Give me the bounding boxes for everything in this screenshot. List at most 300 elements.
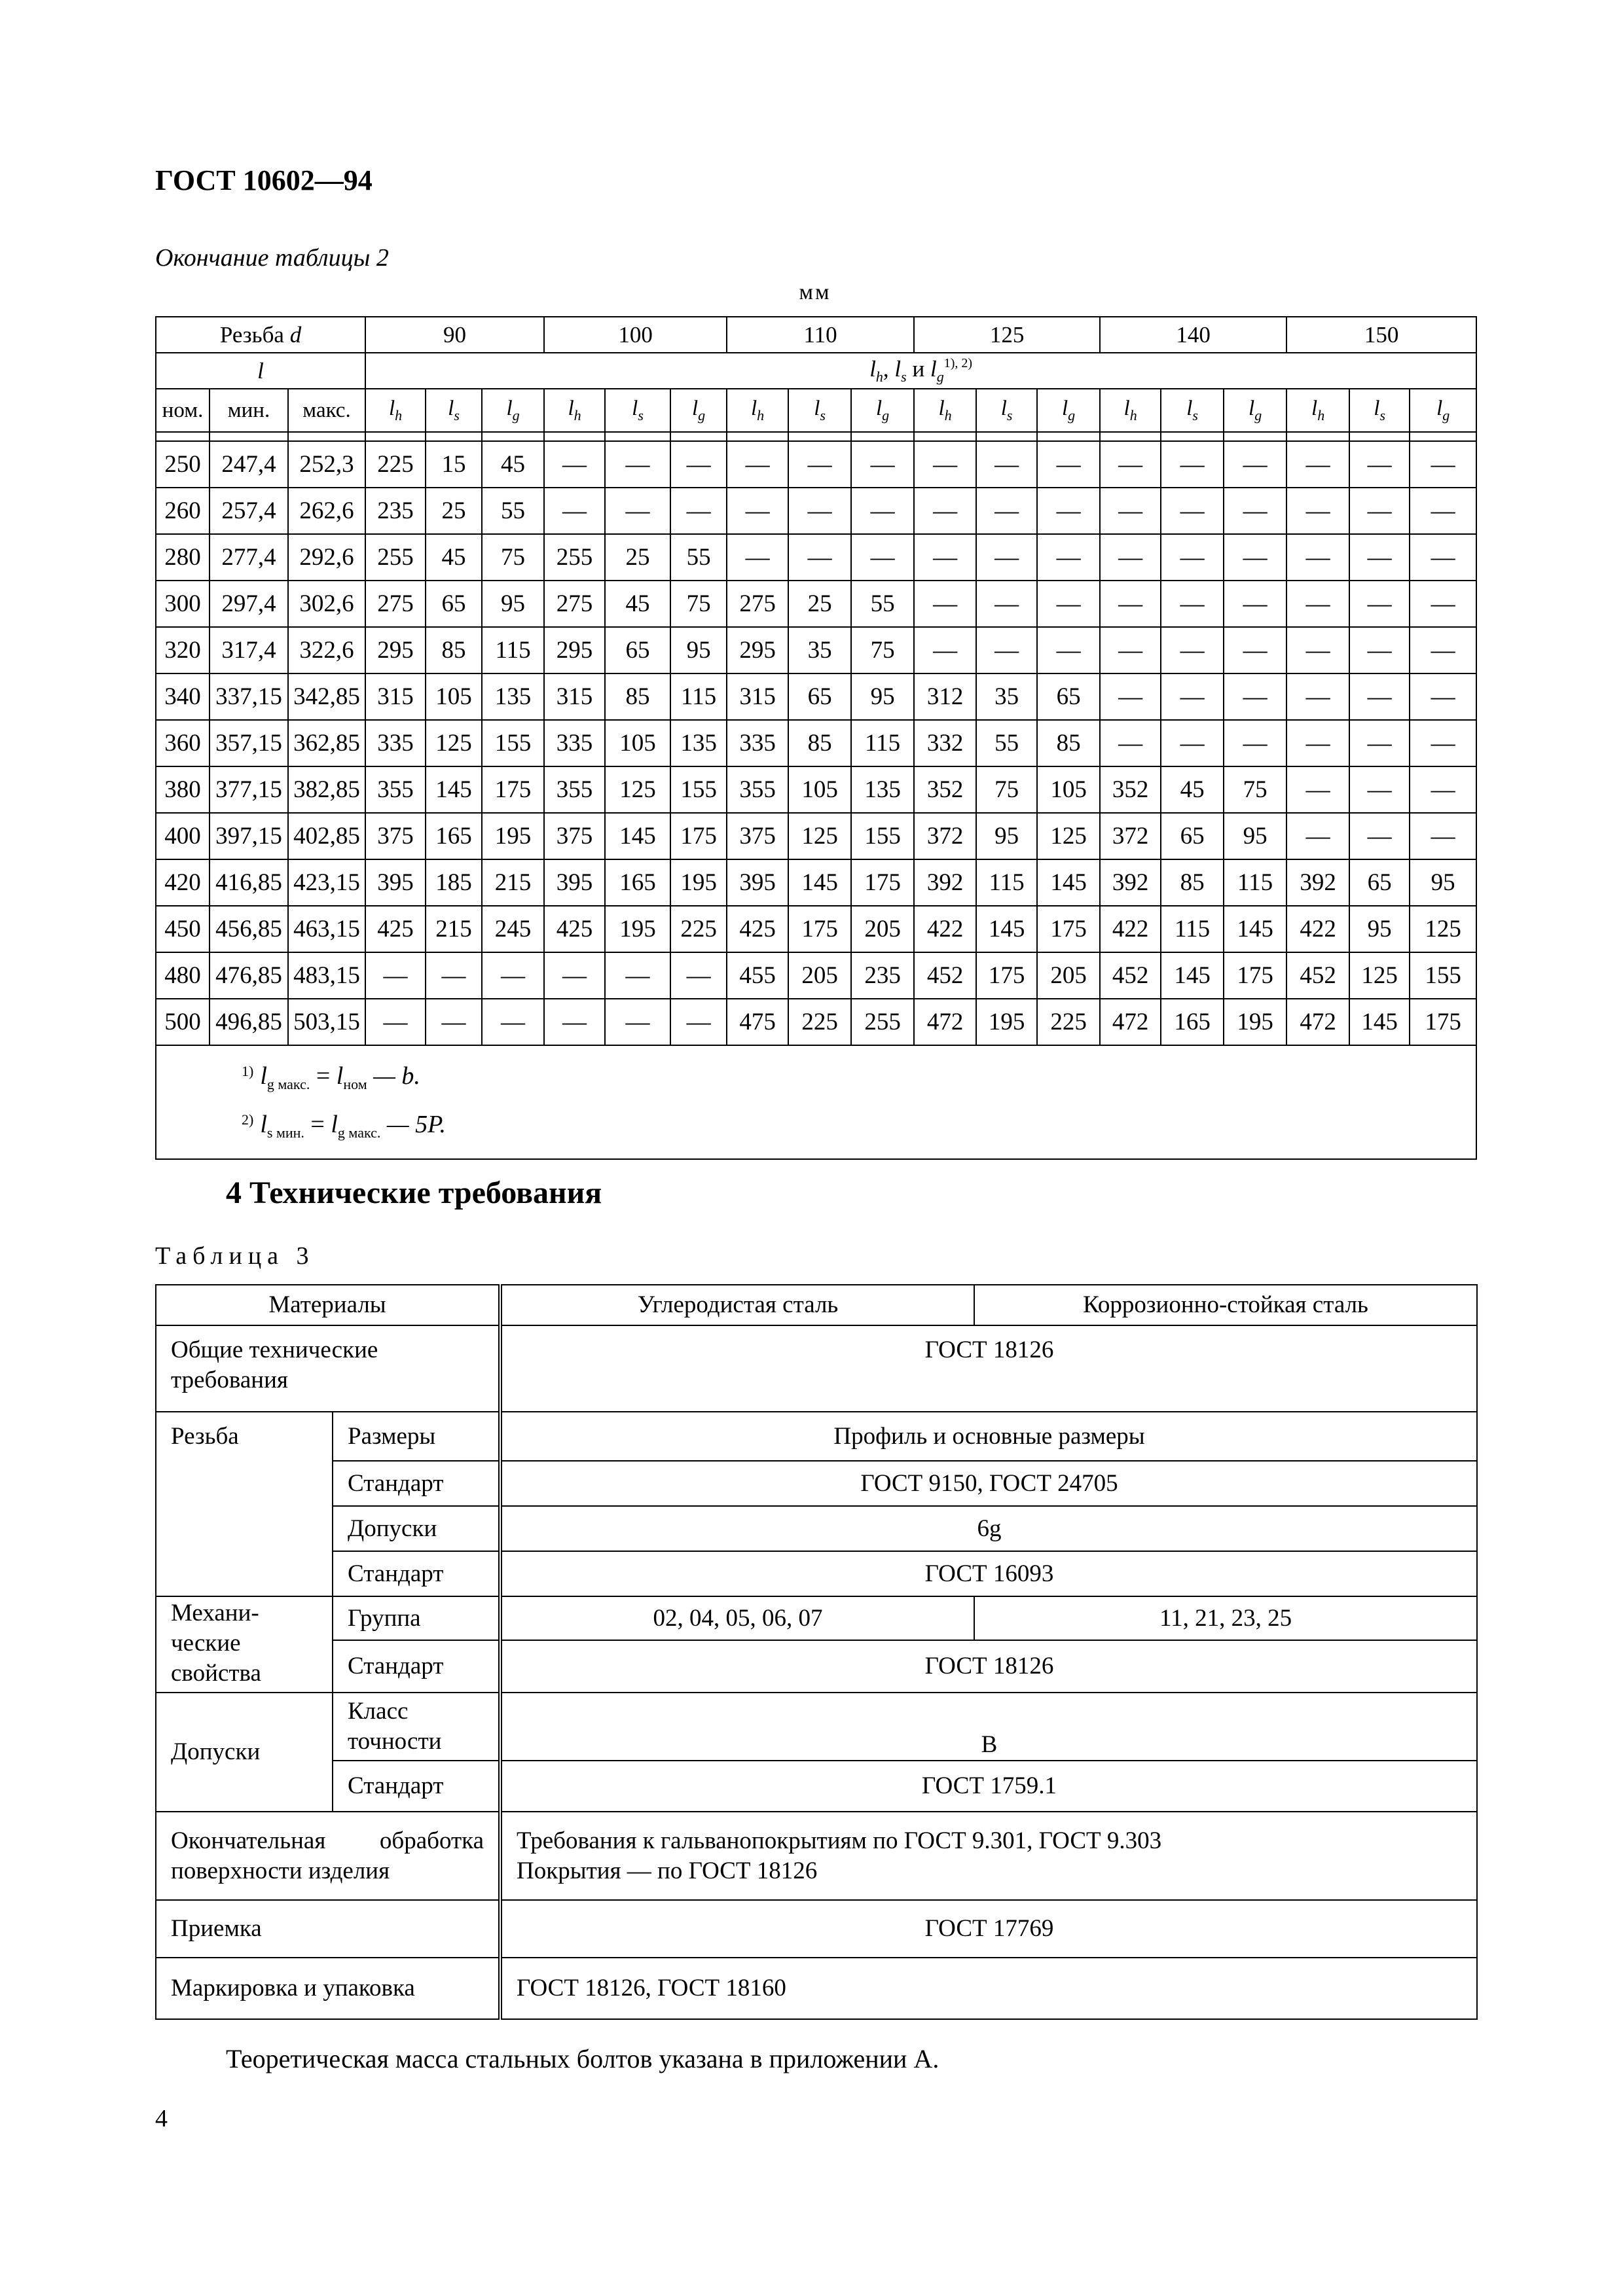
col-min: мин. <box>210 389 288 432</box>
table-cell: 503,15 <box>288 999 365 1045</box>
table-cell: 395 <box>365 859 426 906</box>
table2-body <box>156 441 1476 1045</box>
table-cell: 125 <box>1349 952 1410 999</box>
table-cell: — <box>1286 627 1349 673</box>
table-cell: 455 <box>727 952 788 999</box>
hdr-materials: Материалы <box>156 1285 500 1325</box>
tol-std-label: Стандарт <box>333 1761 500 1812</box>
spacer-cell <box>1100 432 1161 441</box>
table-cell: 425 <box>727 906 788 952</box>
hdr-carbon-steel: Углеродистая сталь <box>500 1285 974 1325</box>
table-cell: 245 <box>482 906 544 952</box>
sub-header-ls: $l_s$ <box>426 389 482 432</box>
spacer-cell <box>788 432 851 441</box>
table-cell: 105 <box>605 720 670 766</box>
table-cell: — <box>544 999 605 1045</box>
table-cell: 280 <box>156 534 210 581</box>
table-cell: 402,85 <box>288 813 365 859</box>
table-cell: 45 <box>426 534 482 581</box>
table-cell: 175 <box>670 813 727 859</box>
row-finish <box>156 1812 1477 1900</box>
table-cell: 45 <box>605 581 670 627</box>
table-row <box>156 766 1476 813</box>
table-cell: — <box>914 488 976 534</box>
table-cell: — <box>788 441 851 488</box>
table-cell: — <box>1224 673 1286 720</box>
table-cell: 145 <box>1349 999 1410 1045</box>
table-cell: — <box>1349 488 1410 534</box>
table-cell: — <box>727 441 788 488</box>
table-cell: 320 <box>156 627 210 673</box>
table-cell: 85 <box>605 673 670 720</box>
table-cell: 55 <box>482 488 544 534</box>
sub-header-lg: $l_g$ <box>1037 389 1100 432</box>
sub-header-ls: $l_s$ <box>976 389 1037 432</box>
table-cell: 55 <box>851 581 914 627</box>
table-cell: 65 <box>788 673 851 720</box>
table-cell: 355 <box>544 766 605 813</box>
table-cell: — <box>976 581 1037 627</box>
spacer-cell <box>1349 432 1410 441</box>
table-cell: 45 <box>1161 766 1224 813</box>
table-cell: — <box>1410 766 1476 813</box>
table-cell: — <box>851 488 914 534</box>
diameter-header: 125 <box>914 317 1100 353</box>
table-cell: — <box>1037 441 1100 488</box>
sub-header-lg: $l_g$ <box>1410 389 1476 432</box>
table-cell: 372 <box>1100 813 1161 859</box>
table-cell: — <box>1037 488 1100 534</box>
table-cell: 392 <box>1100 859 1161 906</box>
table-cell: 382,85 <box>288 766 365 813</box>
table-cell: 65 <box>1349 859 1410 906</box>
spacer-cell <box>482 432 544 441</box>
table-cell: — <box>365 999 426 1045</box>
sub-header-lh: $l_h$ <box>365 389 426 432</box>
table-cell: 476,85 <box>210 952 288 999</box>
tol-class-value: B <box>500 1693 1477 1761</box>
table-cell: 420 <box>156 859 210 906</box>
table-cell: 392 <box>914 859 976 906</box>
table-cell: — <box>1349 720 1410 766</box>
table-cell: — <box>1349 534 1410 581</box>
table-cell: — <box>670 999 727 1045</box>
table-cell: — <box>1410 813 1476 859</box>
diameter-header: 110 <box>727 317 914 353</box>
thread-std2-value: ГОСТ 16093 <box>500 1551 1477 1596</box>
sub-header-ls: $l_s$ <box>605 389 670 432</box>
table-cell: 215 <box>482 859 544 906</box>
sub-header-lh: $l_h$ <box>914 389 976 432</box>
sub-header-lh: $l_h$ <box>1100 389 1161 432</box>
table-cell: 175 <box>851 859 914 906</box>
sub-header-lh: $l_h$ <box>544 389 605 432</box>
finish-value-line-1: Требования к гальванопокрытиям по ГОСТ 9.301, ГОСТ 9.303 <box>517 1827 1162 1854</box>
table-cell: — <box>914 627 976 673</box>
spacer-cell <box>210 432 288 441</box>
marking-label: Маркировка и упаковка <box>156 1958 500 2019</box>
table-cell: — <box>1349 627 1410 673</box>
mech-group-corrosion: 11, 21, 23, 25 <box>974 1596 1477 1640</box>
table-cell: 315 <box>727 673 788 720</box>
table-cell: — <box>1224 488 1286 534</box>
table-cell: 75 <box>670 581 727 627</box>
table-cell: 125 <box>1410 906 1476 952</box>
table-cell: 85 <box>1161 859 1224 906</box>
table-cell: 115 <box>1161 906 1224 952</box>
table-cell: — <box>1410 673 1476 720</box>
table-cell: — <box>482 952 544 999</box>
mech-std-label: Стандарт <box>333 1640 500 1693</box>
table-cell: 175 <box>482 766 544 813</box>
table-cell: 362,85 <box>288 720 365 766</box>
table-cell: 225 <box>1037 999 1100 1045</box>
table-cell: — <box>1224 581 1286 627</box>
table-cell: 377,15 <box>210 766 288 813</box>
table-cell: — <box>605 999 670 1045</box>
table-cell: 480 <box>156 952 210 999</box>
table3-header-row <box>156 1285 1477 1325</box>
table-cell: — <box>851 534 914 581</box>
table-cell: — <box>976 534 1037 581</box>
table-cell: 105 <box>1037 766 1100 813</box>
table-cell: 35 <box>788 627 851 673</box>
table-cell: 25 <box>605 534 670 581</box>
table-cell: 135 <box>670 720 727 766</box>
table-cell: 25 <box>788 581 851 627</box>
table-cell: 195 <box>482 813 544 859</box>
table-cell: — <box>1100 488 1161 534</box>
section-4-title: 4 Технические требования <box>226 1175 602 1210</box>
thread-symbol: d <box>289 321 302 348</box>
table-cell: — <box>1286 766 1349 813</box>
table-cell: 297,4 <box>210 581 288 627</box>
table-cell: — <box>1410 581 1476 627</box>
table-cell: — <box>1224 627 1286 673</box>
sub-header-ls: $l_s$ <box>1161 389 1224 432</box>
mech-std-value: ГОСТ 18126 <box>500 1640 1477 1693</box>
table-cell: 125 <box>605 766 670 813</box>
table-cell: 255 <box>851 999 914 1045</box>
thread-label: Резьба <box>156 1412 333 1596</box>
table-cell: 225 <box>365 441 426 488</box>
table-cell: — <box>1286 720 1349 766</box>
table-cell: 472 <box>1286 999 1349 1045</box>
table2-spacer-row <box>156 432 1476 441</box>
finish-value-line-2: Покрытия — по ГОСТ 18126 <box>517 1857 818 1884</box>
sub-header-lg: $l_g$ <box>670 389 727 432</box>
spacer-cell <box>1161 432 1224 441</box>
table-cell: 425 <box>365 906 426 952</box>
mass-note: Теоретическая масса стальных болтов указана в приложении А. <box>226 2044 939 2073</box>
spacer-cell <box>288 432 365 441</box>
table-cell: 35 <box>976 673 1037 720</box>
row-thread-std2 <box>156 1551 1477 1596</box>
length-header: l <box>156 353 365 389</box>
table-cell: 85 <box>426 627 482 673</box>
table-cell: — <box>1349 581 1410 627</box>
table-cell: — <box>1286 534 1349 581</box>
table-cell: 95 <box>976 813 1037 859</box>
table-cell: — <box>1286 813 1349 859</box>
table-cell: — <box>914 441 976 488</box>
table-cell: 185 <box>426 859 482 906</box>
table-cell: 75 <box>851 627 914 673</box>
mech-group-label: Группа <box>333 1596 500 1640</box>
table-cell: — <box>1161 534 1224 581</box>
table-cell: 312 <box>914 673 976 720</box>
table-cell: 452 <box>1286 952 1349 999</box>
table-cell: 472 <box>1100 999 1161 1045</box>
table-cell: 175 <box>1410 999 1476 1045</box>
table-cell: 155 <box>851 813 914 859</box>
table-cell: — <box>544 952 605 999</box>
sub-header-lh: $l_h$ <box>1286 389 1349 432</box>
table-cell: — <box>670 488 727 534</box>
table2-header-row-3 <box>156 389 1476 432</box>
table-cell: — <box>1224 534 1286 581</box>
hdr-corrosion-steel: Коррозионно-стойкая сталь <box>974 1285 1477 1325</box>
tol-label: Допуски <box>156 1693 333 1812</box>
table-cell: — <box>788 488 851 534</box>
thread-tol-value: 6g <box>500 1506 1477 1551</box>
table-cell: 165 <box>605 859 670 906</box>
table-cell: 95 <box>1224 813 1286 859</box>
table-cell: 450 <box>156 906 210 952</box>
table-cell: 105 <box>788 766 851 813</box>
table-cell: 315 <box>365 673 426 720</box>
table-cell: — <box>914 581 976 627</box>
table-cell: 145 <box>1037 859 1100 906</box>
table-cell: 225 <box>670 906 727 952</box>
table-row <box>156 581 1476 627</box>
table-row <box>156 673 1476 720</box>
table-cell: 496,85 <box>210 999 288 1045</box>
thread-sizes-label: Размеры <box>333 1412 500 1461</box>
thread-sizes-value: Профиль и основные размеры <box>500 1412 1477 1461</box>
table-row <box>156 720 1476 766</box>
table-cell: — <box>976 627 1037 673</box>
spacer-cell <box>670 432 727 441</box>
table-cell: 315 <box>544 673 605 720</box>
spacer-cell <box>1037 432 1100 441</box>
table-cell: 125 <box>426 720 482 766</box>
table-cell: — <box>1100 441 1161 488</box>
table-row <box>156 859 1476 906</box>
table-cell: — <box>1161 488 1224 534</box>
table-cell: 55 <box>670 534 727 581</box>
table-cell: — <box>605 441 670 488</box>
table-cell: 165 <box>1161 999 1224 1045</box>
col-nom: ном. <box>156 389 210 432</box>
table-cell: — <box>1410 488 1476 534</box>
table-cell: 145 <box>1224 906 1286 952</box>
table-cell: 145 <box>788 859 851 906</box>
table-cell: — <box>1224 441 1286 488</box>
table-cell: 195 <box>670 859 727 906</box>
diameter-header: 100 <box>544 317 727 353</box>
table-row <box>156 488 1476 534</box>
table-cell: — <box>1286 441 1349 488</box>
thread-tol-label: Допуски <box>333 1506 500 1551</box>
table-cell: 463,15 <box>288 906 365 952</box>
sub-header-lg: $l_g$ <box>1224 389 1286 432</box>
table-cell: 262,6 <box>288 488 365 534</box>
table-cell: 335 <box>544 720 605 766</box>
spacer-cell <box>1410 432 1476 441</box>
table-cell: — <box>1100 627 1161 673</box>
table-cell: 300 <box>156 581 210 627</box>
row-thread-tol <box>156 1506 1477 1551</box>
table-cell: 483,15 <box>288 952 365 999</box>
table-cell: 125 <box>1037 813 1100 859</box>
table-cell: 115 <box>976 859 1037 906</box>
table-cell: — <box>544 441 605 488</box>
spacer-cell <box>365 432 426 441</box>
table-cell: 75 <box>976 766 1037 813</box>
table-cell: 352 <box>914 766 976 813</box>
mech-group-carbon: 02, 04, 05, 06, 07 <box>500 1596 974 1640</box>
row-mech-group <box>156 1596 1477 1640</box>
table-cell: — <box>727 488 788 534</box>
table-cell: 355 <box>365 766 426 813</box>
table-cell: — <box>1100 720 1161 766</box>
table-cell: 352 <box>1100 766 1161 813</box>
table-cell: 215 <box>426 906 482 952</box>
table-cell: 195 <box>605 906 670 952</box>
table-cell: 145 <box>976 906 1037 952</box>
table-cell: 255 <box>544 534 605 581</box>
table-cell: 115 <box>482 627 544 673</box>
table-cell: 452 <box>1100 952 1161 999</box>
table-cell: — <box>670 441 727 488</box>
table-cell: — <box>544 488 605 534</box>
table-row <box>156 534 1476 581</box>
table-row <box>156 906 1476 952</box>
table-cell: 375 <box>365 813 426 859</box>
table-cell: — <box>1161 627 1224 673</box>
table-cell: 205 <box>851 906 914 952</box>
table-cell: 145 <box>1161 952 1224 999</box>
table-row <box>156 952 1476 999</box>
table-cell: 355 <box>727 766 788 813</box>
table3 <box>155 1284 1478 2020</box>
table-cell: 337,15 <box>210 673 288 720</box>
thread-std2-label: Стандарт <box>333 1551 500 1596</box>
table-cell: 422 <box>1286 906 1349 952</box>
table-cell: 205 <box>788 952 851 999</box>
table-cell: — <box>976 441 1037 488</box>
diameter-header: 150 <box>1286 317 1476 353</box>
acceptance-label: Приемка <box>156 1900 500 1958</box>
table-cell: 175 <box>1037 906 1100 952</box>
footnote-2: $^{2)}$ $l_{s мин.} = l_{g макс.}$ — 5P. <box>242 1111 446 1141</box>
table-cell: 295 <box>727 627 788 673</box>
table-cell: 380 <box>156 766 210 813</box>
table-cell: 195 <box>1224 999 1286 1045</box>
table-cell: 295 <box>544 627 605 673</box>
table-cell: 257,4 <box>210 488 288 534</box>
thread-std1-label: Стандарт <box>333 1461 500 1506</box>
table-cell: 252,3 <box>288 441 365 488</box>
table-cell: — <box>1161 673 1224 720</box>
table-cell: 422 <box>914 906 976 952</box>
table-cell: 277,4 <box>210 534 288 581</box>
table-cell: — <box>727 534 788 581</box>
thread-label: Резьба <box>219 321 284 348</box>
table-cell: — <box>1037 627 1100 673</box>
table-cell: 425 <box>544 906 605 952</box>
table-row <box>156 441 1476 488</box>
spacer-cell <box>914 432 976 441</box>
table-cell: 165 <box>426 813 482 859</box>
document-code: ГОСТ 10602—94 <box>155 164 373 196</box>
table-cell: 135 <box>482 673 544 720</box>
table-cell: 275 <box>544 581 605 627</box>
table2 <box>155 316 1477 1160</box>
table-cell: 342,85 <box>288 673 365 720</box>
table-cell: 295 <box>365 627 426 673</box>
row-tol-std <box>156 1761 1477 1812</box>
table-cell: 85 <box>788 720 851 766</box>
table-cell: 395 <box>544 859 605 906</box>
spacer-cell <box>1224 432 1286 441</box>
table-cell: 255 <box>365 534 426 581</box>
table-cell: — <box>1349 813 1410 859</box>
table2-unit: мм <box>799 280 831 304</box>
table-cell: 317,4 <box>210 627 288 673</box>
table-cell: — <box>1161 581 1224 627</box>
table-cell: 500 <box>156 999 210 1045</box>
table-cell: — <box>851 441 914 488</box>
table-cell: 175 <box>1224 952 1286 999</box>
table-cell: 260 <box>156 488 210 534</box>
table-cell: 275 <box>365 581 426 627</box>
table-cell: 65 <box>1037 673 1100 720</box>
table-cell: 335 <box>727 720 788 766</box>
table-cell: 115 <box>1224 859 1286 906</box>
spacer-cell <box>544 432 605 441</box>
spacer-cell <box>727 432 788 441</box>
table-cell: 416,85 <box>210 859 288 906</box>
spacer-cell <box>605 432 670 441</box>
table-cell: 95 <box>670 627 727 673</box>
table2-footnotes <box>156 1045 1476 1159</box>
general-label: Общие технические требования <box>156 1325 500 1412</box>
table-cell: 65 <box>426 581 482 627</box>
sub-header-lh: $l_h$ <box>727 389 788 432</box>
table-cell: 115 <box>670 673 727 720</box>
acceptance-value: ГОСТ 17769 <box>500 1900 1477 1958</box>
table-cell: 235 <box>365 488 426 534</box>
sub-header-ls: $l_s$ <box>788 389 851 432</box>
row-general <box>156 1325 1477 1412</box>
row-acceptance <box>156 1900 1477 1958</box>
table-cell: — <box>1100 581 1161 627</box>
table-cell: 75 <box>482 534 544 581</box>
mech-label: Механи-ческие свойства <box>156 1596 333 1693</box>
table-cell: 400 <box>156 813 210 859</box>
spacer-cell <box>426 432 482 441</box>
table-row <box>156 627 1476 673</box>
spacer-cell <box>156 432 210 441</box>
table-cell: — <box>1037 581 1100 627</box>
diameter-header: 140 <box>1100 317 1286 353</box>
tol-class-label: Класс точности <box>333 1693 500 1761</box>
table-cell: — <box>914 534 976 581</box>
table-cell: 472 <box>914 999 976 1045</box>
row-tol-class <box>156 1693 1477 1761</box>
